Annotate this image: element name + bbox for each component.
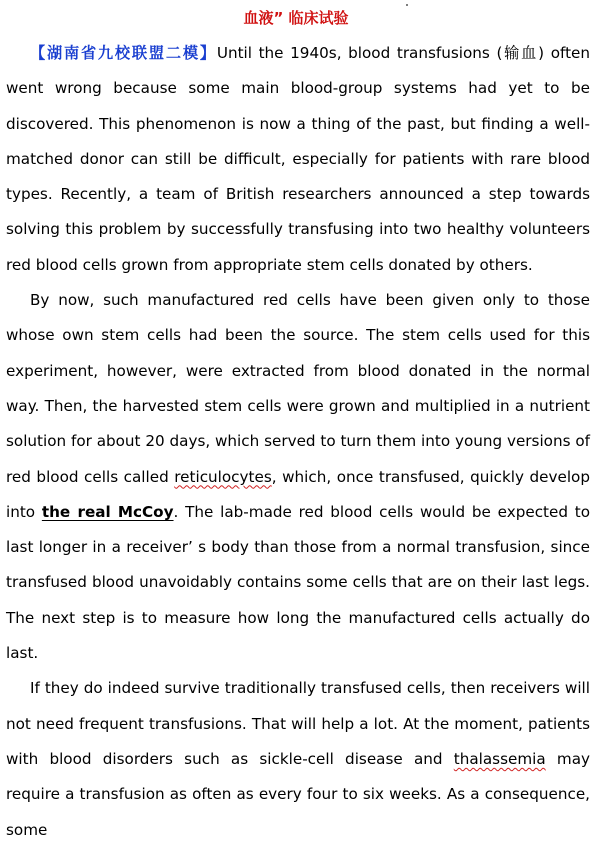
spellcheck-word-thalassemia: thalassemia [453,749,546,768]
source-label: 【湖南省九校联盟二模】 [30,44,217,62]
paragraph-3-text-b: may require a transfusion as often as every four to six weeks. As a consequence, some [6,749,590,839]
paragraph-2 [6,283,590,671]
paragraph-1 [6,36,590,283]
paragraph-3-text-a: If they do indeed survive traditionally transfused cells, then receivers will not need frequent transfusions. That will help a lot. At the moment, patients with blood disorders such as sickle-cell disease and [6,679,590,768]
stray-dot [406,4,408,6]
paragraph-2-text-a: By now, such manufactured red cells have been given only to those whose own stem cells had been the source. The stem cells used for this experiment, however, were extracted from blood donated in the normal way. Then, the harvested stem cells were grown and multiplied in a nutrient solution for about 20 days, which served to turn them into young versions of red blood cells called [6,291,590,486]
document-title: 血液” 临床试验 [243,9,349,27]
article-body [6,36,590,848]
paragraph-2-text-b: , which, once transfused, quickly develop into [6,467,590,521]
highlight-phrase: the real McCoy [41,502,174,521]
spellcheck-word-reticulocytes: reticulocytes [174,467,272,486]
paragraph-3 [6,671,590,847]
paragraph-1-text: Until the 1940s, blood transfusions (输血) often went wrong because some main blood-group systems had yet to be discovered. This phenomenon is now a thing of the past, but finding a well-matched donor can still be difficult, especially for patients with rare blood types. Recently, a team of British researchers announced a step towards solving this problem by successfully transfusing into two healthy volunteers red blood cells grown from appropriate stem cells donated by others. [6,44,590,274]
paragraph-2-text-c: . The lab-made red blood cells would be expected to last longer in a receiver’ s body than those from a normal transfusion, since transfused blood unavoidably contains some cells that are on their last legs. The next step is to measure how long the manufactured cells actually do last. [6,502,590,663]
